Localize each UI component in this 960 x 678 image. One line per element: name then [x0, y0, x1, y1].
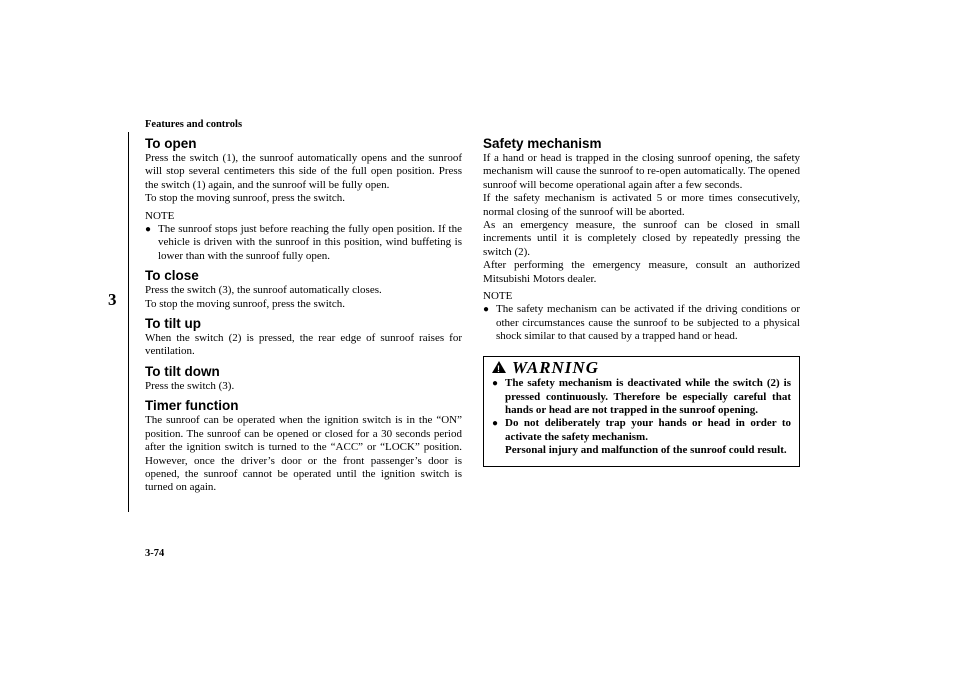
warning-title: WARNING: [512, 357, 599, 377]
bullet-icon: ●: [492, 418, 499, 430]
right-column: [483, 136, 800, 467]
section-to-close: [145, 268, 462, 311]
paragraph: After performing the emergency measure, consult an authorized Mitsubishi Motors dealer.: [483, 259, 800, 285]
heading-safety-mechanism: Safety mechanism: [483, 136, 602, 151]
section-timer-function: [145, 398, 462, 494]
chapter-divider: [128, 132, 129, 512]
warning-text: [505, 417, 791, 457]
paragraph: As an emergency measure, the sunroof can be closed in small increments until it is completely closed by repeatedly pressing the switch (2).: [483, 219, 800, 258]
section-to-open: [145, 136, 462, 263]
paragraph: Press the switch (3).: [145, 379, 235, 392]
running-header: Features and controls: [145, 119, 243, 130]
paragraph: To stop the moving sunroof, press the switch.: [145, 297, 345, 310]
paragraph: If a hand or head is trapped in the closing sunroof opening, the safety mechanism will cause the sunroof to re-open automatically. The opened sunroof will become operational again after a few seconds.: [483, 152, 800, 191]
warning-text-line: Personal injury and malfunction of the sunroof could result.: [505, 444, 787, 457]
heading-tilt-down: To tilt down: [145, 363, 220, 379]
warning-text: The safety mechanism is deactivated while the switch (2) is pressed continuously. Therefore be especially careful that hands or head are not trapped in the sunroof opening.: [505, 377, 791, 416]
warning-box: [483, 356, 800, 467]
paragraph: When the switch (2) is pressed, the rear edge of sunroof raises for ventilation.: [145, 332, 462, 358]
paragraph: If the safety mechanism is activated 5 or more times consecutively, normal closing of the sunroof will be aborted.: [483, 192, 800, 218]
bullet-icon: ●: [145, 224, 152, 236]
warning-bullet: [492, 417, 791, 457]
note-label: NOTE: [483, 290, 513, 303]
note-bullet: [145, 223, 462, 263]
heading-tilt-up: To tilt up: [145, 316, 201, 332]
left-column: [145, 136, 462, 500]
heading-timer-function: Timer function: [145, 398, 239, 414]
section-tilt-down: [145, 364, 462, 393]
paragraph: Press the switch (1), the sunroof automatically opens and the sunroof will stop several centimeters this side of the full open position. Press the switch (1) again, and the sunroof will be fully open.: [145, 152, 462, 191]
section-safety-mechanism: [483, 136, 800, 344]
warning-triangle-icon: !: [492, 361, 506, 373]
paragraph: Press the switch (3), the sunroof automatically closes.: [145, 284, 382, 297]
paragraph: To stop the moving sunroof, press the switch.: [145, 192, 345, 205]
heading-to-close: To close: [145, 268, 199, 284]
note-label: NOTE: [145, 209, 175, 222]
warning-header: [492, 357, 791, 377]
paragraph: The sunroof can be operated when the ignition switch is in the “ON” position. The sunroof can be opened or closed for a 30 seconds period after the ignition switch is turned to the “ACC” or “LOCK” position. However, once the driver’s door or the front passenger’s door is opened, the sunroof cannot be operated until the ignition switch is turned on again.: [145, 414, 462, 494]
bullet-icon: ●: [492, 378, 499, 390]
warning-bullet: [492, 377, 791, 417]
note-text: The sunroof stops just before reaching the fully open position. If the vehicle is driven with the sunroof in this position, wind buffeting is lower than with the sunroof fully open.: [158, 223, 462, 262]
heading-to-open: To open: [145, 136, 197, 151]
bullet-icon: ●: [483, 304, 490, 316]
page-number: 3-74: [145, 548, 165, 559]
warning-text-line: Do not deliberately trap your hands or head in order to activate the safety mechanism.: [505, 417, 791, 443]
section-tilt-up: [145, 316, 462, 359]
note-text: The safety mechanism can be activated if the driving conditions or other circumstances cause the sunroof to be subjected to a physical shock similar to that caused by a trapped hand or head.: [496, 303, 800, 343]
note-bullet: [483, 303, 800, 343]
chapter-number: 3: [108, 290, 117, 309]
